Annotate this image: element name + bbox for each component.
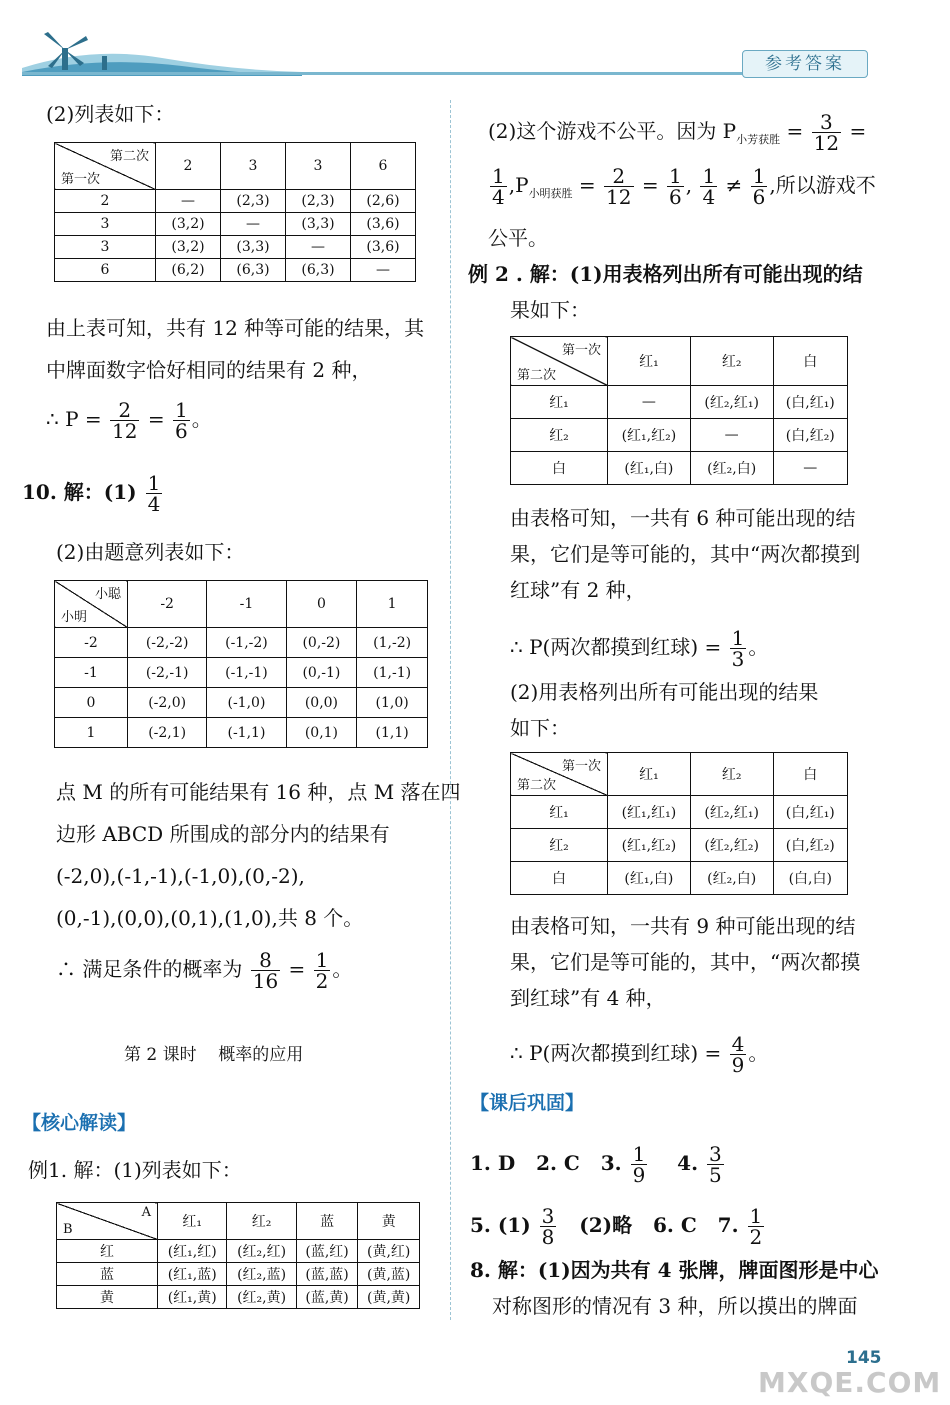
table-cell: (白,红₂) bbox=[773, 829, 847, 862]
table-corner-cell bbox=[55, 143, 156, 190]
table-cell: (红₁,黄) bbox=[158, 1286, 227, 1309]
formula-line: (2)这个游戏不公平。因为 $P_{小芳获胜}$ = $\frac{3}{12}$ = bbox=[488, 110, 867, 155]
table-header-row bbox=[55, 581, 428, 628]
table-cell: (0,1) bbox=[286, 718, 357, 748]
table-header-cell: 红₁ bbox=[608, 753, 691, 796]
text-line: (2)由题意列表如下： bbox=[56, 540, 245, 564]
table-cell: 蓝 bbox=[57, 1263, 158, 1286]
table-header-cell: 1 bbox=[357, 581, 428, 628]
table-cell: -1 bbox=[55, 658, 128, 688]
table-cell: (黄,黄) bbox=[358, 1286, 420, 1309]
table-header-cell: 白 bbox=[773, 337, 847, 386]
table-cell: (6,3) bbox=[286, 259, 351, 282]
table-cell: — bbox=[286, 236, 351, 259]
table-header-cell: 红₂ bbox=[690, 753, 773, 796]
table-cell: (-2,0) bbox=[128, 688, 207, 718]
table-header-cell: 红₁ bbox=[608, 337, 691, 386]
table-cell: (0,-1) bbox=[286, 658, 357, 688]
corner-bottom-label: 小明 bbox=[61, 610, 88, 625]
table-cell: (白,红₁) bbox=[773, 796, 847, 829]
table-header-cell: 白 bbox=[773, 753, 847, 796]
table-row bbox=[57, 1240, 420, 1263]
table-cell: (红₂,红) bbox=[227, 1240, 296, 1263]
table-row bbox=[57, 1263, 420, 1286]
table-cell: (白,红₂) bbox=[773, 419, 847, 452]
formula-line: ∴ P = $\frac{2}{12}$ = $\frac{1}{6}$ 。 bbox=[46, 398, 212, 443]
table-cell: (红₁,白) bbox=[608, 452, 691, 485]
table-header-cell: -2 bbox=[128, 581, 207, 628]
text-line: 如下： bbox=[510, 716, 570, 740]
table-cell: (-2,-1) bbox=[128, 658, 207, 688]
table-cell: 1 bbox=[55, 718, 128, 748]
table-cell: (红₂,白) bbox=[690, 862, 773, 895]
corner-bottom-label: 第二次 bbox=[517, 778, 557, 793]
table-header-cell: 0 bbox=[286, 581, 357, 628]
table-corner-cell bbox=[55, 581, 128, 628]
table-cell: (红₁,白) bbox=[608, 862, 691, 895]
text-line: (2)用表格列出所有可能出现的结果 bbox=[510, 680, 819, 704]
table-cell: (-2,1) bbox=[128, 718, 207, 748]
corner-top-label: 第一次 bbox=[561, 759, 601, 774]
table-cell: (2,6) bbox=[351, 190, 416, 213]
table-cell: (3,3) bbox=[286, 213, 351, 236]
table-header-cell: 黄 bbox=[358, 1203, 420, 1240]
question-10: 10. 解：(1) $\frac{1}{4}$ bbox=[22, 471, 161, 516]
table-cell: 黄 bbox=[57, 1286, 158, 1309]
text-line: 边形 ABCD 所围成的部分内的结果有 bbox=[56, 822, 390, 846]
text-line: 由上表可知，共有 12 种等可能的结果，其 bbox=[46, 316, 425, 340]
table-cell: -2 bbox=[55, 628, 128, 658]
table-row bbox=[511, 829, 848, 862]
table-cell: (1,0) bbox=[357, 688, 428, 718]
corner-top-label: 第二次 bbox=[109, 149, 149, 164]
section-after-class: 【课后巩固】 bbox=[470, 1092, 585, 1114]
table-cell: (红₁,红₂) bbox=[608, 829, 691, 862]
table-cell: — bbox=[156, 190, 221, 213]
example-1: 例1. 解：(1)列表如下： bbox=[28, 1158, 242, 1182]
table-cell: (6,2) bbox=[156, 259, 221, 282]
table-cell: (2,3) bbox=[221, 190, 286, 213]
text-line: 点 M 的所有可能结果有 16 种，点 M 落在四 bbox=[56, 780, 461, 804]
table-cell: 红 bbox=[57, 1240, 158, 1263]
table-header-row bbox=[511, 337, 848, 386]
table-header-row bbox=[57, 1203, 420, 1240]
table-row bbox=[511, 796, 848, 829]
table-cell: — bbox=[608, 386, 691, 419]
table-row bbox=[55, 236, 416, 259]
table-cell: — bbox=[773, 452, 847, 485]
text-line: 到红球”有 4 种， bbox=[510, 986, 666, 1010]
table-cell: (白,红₁) bbox=[773, 386, 847, 419]
table-pairs-1 bbox=[54, 142, 416, 282]
table-cell: (3,3) bbox=[221, 236, 286, 259]
table-cell: 6 bbox=[55, 259, 156, 282]
lesson-title: 第 2 课时 概率的应用 bbox=[124, 1045, 304, 1065]
table-header-cell: 3 bbox=[221, 143, 286, 190]
table-row bbox=[57, 1286, 420, 1309]
table-header-cell: 3 bbox=[286, 143, 351, 190]
table-cell: 白 bbox=[511, 862, 608, 895]
table-header-cell: 2 bbox=[156, 143, 221, 190]
table-header-cell: 红₂ bbox=[227, 1203, 296, 1240]
table-cell: (3,6) bbox=[351, 236, 416, 259]
table-cell: (红₂,白) bbox=[690, 452, 773, 485]
table-cell: 2 bbox=[55, 190, 156, 213]
table-cell: (-1,-2) bbox=[207, 628, 286, 658]
table-cell: 3 bbox=[55, 213, 156, 236]
table-cell: (红₁,红) bbox=[158, 1240, 227, 1263]
table-cell: (0,0) bbox=[286, 688, 357, 718]
text-line: 果，它们是等可能的，其中，“两次都摸 bbox=[510, 950, 861, 974]
text-line: (2)列表如下： bbox=[46, 102, 175, 126]
corner-bottom-label: 第一次 bbox=[61, 172, 101, 187]
table-cell: 3 bbox=[55, 236, 156, 259]
table-row bbox=[55, 628, 428, 658]
text-line: 中牌面数字恰好相同的结果有 2 种， bbox=[46, 358, 372, 382]
table-cell: (蓝,红) bbox=[296, 1240, 358, 1263]
header-badge: 参考答案 bbox=[742, 50, 868, 78]
table-cell: (蓝,黄) bbox=[296, 1286, 358, 1309]
table-header-row bbox=[511, 753, 848, 796]
text-line: 由表格可知，一共有 6 种可能出现的结 bbox=[510, 506, 856, 530]
table-cell: (0,-2) bbox=[286, 628, 357, 658]
table-cell: (白,白) bbox=[773, 862, 847, 895]
table-cell: (红₂,红₁) bbox=[690, 386, 773, 419]
text-line: 对称图形的情况有 3 种，所以摸出的牌面 bbox=[492, 1294, 858, 1318]
section-core: 【核心解读】 bbox=[22, 1112, 137, 1134]
corner-top-label: 小聪 bbox=[94, 587, 121, 602]
table-row bbox=[511, 452, 848, 485]
table-cell: (红₁,蓝) bbox=[158, 1263, 227, 1286]
table-header-cell: -1 bbox=[207, 581, 286, 628]
text-line: 红球”有 2 种， bbox=[510, 578, 646, 602]
table-cell: (6,3) bbox=[221, 259, 286, 282]
table-cell: (-1,-1) bbox=[207, 658, 286, 688]
table-corner-cell bbox=[57, 1203, 158, 1240]
table-cell: 红₁ bbox=[511, 796, 608, 829]
corner-top-label: 第一次 bbox=[561, 343, 601, 358]
table-draw-1 bbox=[510, 336, 848, 485]
table-cell: (2,3) bbox=[286, 190, 351, 213]
table-cell: (蓝,蓝) bbox=[296, 1263, 358, 1286]
text-line: 8. 解：(1)因为共有 4 张牌，牌面图形是中心 bbox=[470, 1258, 879, 1282]
corner-bottom-label: 第二次 bbox=[517, 368, 557, 383]
table-corner-cell bbox=[511, 753, 608, 796]
table-cell: (-1,0) bbox=[207, 688, 286, 718]
header-windmill-decoration bbox=[22, 28, 302, 76]
formula-line: $\frac{1}{4}$ $,P_{小明获胜}$ = $\frac{2}{12}$ = $\frac{1}{6}$ , $\frac{1}{4}$ ≠ $\frac{1}{6}$ ,所以游戏不 bbox=[492, 164, 876, 209]
formula-line: ∴ P(两次都摸到红球) = $\frac{4}{9}$ 。 bbox=[510, 1032, 769, 1077]
column-divider bbox=[450, 100, 451, 1320]
table-colors bbox=[56, 1202, 420, 1309]
table-header-cell: 蓝 bbox=[296, 1203, 358, 1240]
table-row bbox=[55, 213, 416, 236]
formula-line: ∴ P(两次都摸到红球) = $\frac{1}{3}$ 。 bbox=[510, 626, 769, 671]
formula-line: ∴ 满足条件的概率为 $\frac{8}{16}$ = $\frac{1}{2}$ 。 bbox=[56, 948, 353, 993]
table-cell: (1,-1) bbox=[357, 658, 428, 688]
table-cell: — bbox=[221, 213, 286, 236]
table-cell: 红₁ bbox=[511, 386, 608, 419]
table-cell: (黄,红) bbox=[358, 1240, 420, 1263]
text-line: 由表格可知，一共有 9 种可能出现的结 bbox=[510, 914, 856, 938]
table-header-row bbox=[55, 143, 416, 190]
watermark: MXQE.COM bbox=[758, 1366, 942, 1399]
table-cell: — bbox=[351, 259, 416, 282]
table-corner-cell bbox=[511, 337, 608, 386]
text-line: 果如下： bbox=[510, 298, 590, 322]
table-draw-2 bbox=[510, 752, 848, 895]
table-row bbox=[511, 386, 848, 419]
table-cell: 红₂ bbox=[511, 829, 608, 862]
table-row bbox=[55, 658, 428, 688]
table-header-cell: 红₁ bbox=[158, 1203, 227, 1240]
text-line: (0,-1),(0,0),(0,1),(1,0),共 8 个。 bbox=[56, 906, 364, 930]
table-cell: (红₁,红₁) bbox=[608, 796, 691, 829]
table-cell: (红₁,红₂) bbox=[608, 419, 691, 452]
page-number: 145 bbox=[846, 1348, 882, 1368]
table-cell: (红₂,黄) bbox=[227, 1286, 296, 1309]
table-cell: 红₂ bbox=[511, 419, 608, 452]
table-row bbox=[511, 419, 848, 452]
table-cell: (-1,1) bbox=[207, 718, 286, 748]
table-cell: (-2,-2) bbox=[128, 628, 207, 658]
table-row bbox=[511, 862, 848, 895]
table-header-cell: 红₂ bbox=[690, 337, 773, 386]
table-cell: (3,2) bbox=[156, 213, 221, 236]
table-cell: (1,-2) bbox=[357, 628, 428, 658]
table-cell: 白 bbox=[511, 452, 608, 485]
table-cell: (3,6) bbox=[351, 213, 416, 236]
table-header-cell: 6 bbox=[351, 143, 416, 190]
table-row bbox=[55, 190, 416, 213]
answers-line-1: 1. D 2. C 3. $\frac{1}{9}$ 4. $\frac{3}{5}$ bbox=[470, 1142, 722, 1187]
table-cell: 0 bbox=[55, 688, 128, 718]
text-line: (-2,0),(-1,-1),(-1,0),(0,-2), bbox=[56, 864, 305, 888]
text-line: 公平。 bbox=[488, 226, 548, 250]
table-cell: — bbox=[690, 419, 773, 452]
table-cell: (黄,蓝) bbox=[358, 1263, 420, 1286]
table-cell: (红₂,蓝) bbox=[227, 1263, 296, 1286]
example-2: 例 2 . 解：(1)用表格列出所有可能出现的结 bbox=[468, 262, 863, 286]
table-cell: (红₂,红₂) bbox=[690, 829, 773, 862]
corner-bottom-label: B bbox=[63, 1222, 73, 1237]
table-cell: (3,2) bbox=[156, 236, 221, 259]
corner-top-label: A bbox=[141, 1205, 151, 1220]
table-row bbox=[55, 718, 428, 748]
table-cell: (1,1) bbox=[357, 718, 428, 748]
table-row bbox=[55, 259, 416, 282]
table-pairs-2 bbox=[54, 580, 428, 748]
table-cell: (红₂,红₁) bbox=[690, 796, 773, 829]
answers-line-2: 5. (1) $\frac{3}{8}$ (2)略 6. C 7. $\frac{1}{2}$ bbox=[470, 1204, 763, 1249]
text-line: 果，它们是等可能的，其中“两次都摸到 bbox=[510, 542, 861, 566]
table-row bbox=[55, 688, 428, 718]
